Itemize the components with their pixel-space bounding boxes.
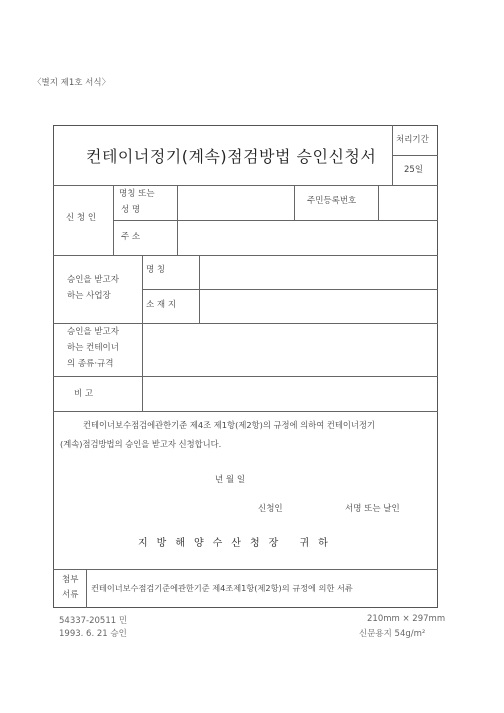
footer-paper: 신문용지 54g/m² — [359, 629, 426, 639]
applicant-label: 신 청 인 — [66, 213, 97, 223]
container-field[interactable] — [143, 324, 437, 375]
footer-size: 210mm × 297mm — [367, 614, 446, 624]
attachments-label-1: 첨부 — [62, 575, 79, 585]
attachments-label-2: 서류 — [62, 590, 79, 600]
statement-line-1: 컨테이너보수점검에관한기준 제4조 제1항(제2항)의 규정에 의하여 컨테이너정기 — [83, 420, 375, 430]
statement-line-2: (계속)점검방법의 승인을 받고자 신청합니다. — [60, 439, 222, 449]
footer-approval: 1993. 6. 21 승인 — [59, 629, 127, 639]
remarks-label: 비 고 — [74, 389, 94, 399]
business-label-2: 하는 사업장 — [67, 291, 111, 301]
footer-code: 54337-20511 민 — [59, 616, 128, 626]
name-label-1: 명칭 또는 — [119, 189, 155, 199]
business-location-label: 소 재 지 — [146, 300, 177, 310]
processing-split — [392, 155, 438, 156]
remarks-field[interactable] — [143, 377, 437, 410]
row-line-statement-top — [53, 411, 438, 412]
container-label-3: 의 종류·규격 — [67, 359, 114, 369]
form-number: 〈별지 제1호 서식〉 — [33, 78, 111, 88]
addressee: 지방해양수산청장 귀하 — [138, 538, 337, 549]
name-field[interactable] — [178, 186, 294, 219]
business-name-label: 명 칭 — [146, 265, 166, 275]
row-line-attachments-top — [53, 569, 438, 570]
attachments-text: 컨테이너보수점검기준에관한기준 제4조제1항(제2항)의 규정에 의한 서류 — [91, 583, 353, 593]
container-label-1: 승인을 받고자 — [67, 327, 119, 337]
rrn-label: 주민등록번호 — [307, 196, 357, 206]
container-label-2: 하는 컨테이너 — [67, 343, 119, 353]
name-label-2: 성 명 — [121, 205, 141, 215]
business-name-field[interactable] — [200, 256, 437, 288]
rrn-field[interactable] — [379, 186, 437, 219]
address-field[interactable] — [178, 221, 437, 254]
processing-value: 25일 — [404, 165, 424, 175]
rrn-divider-left — [294, 185, 295, 220]
processing-label: 처리기간 — [396, 135, 429, 145]
date-line: 년 월 일 — [215, 475, 246, 485]
applicant-sign-label: 신청인 — [258, 504, 283, 514]
attachments-divider — [86, 569, 87, 608]
business-location-field[interactable] — [200, 290, 437, 322]
applicant-sign-field[interactable] — [290, 500, 345, 516]
address-label: 주 소 — [121, 232, 141, 242]
sign-or-seal-label: 서명 또는 날인 — [345, 504, 400, 514]
form-title: 컨테이너정기(계속)점검방법 승인신청서 — [86, 147, 377, 166]
business-label-1: 승인을 받고자 — [67, 275, 119, 285]
